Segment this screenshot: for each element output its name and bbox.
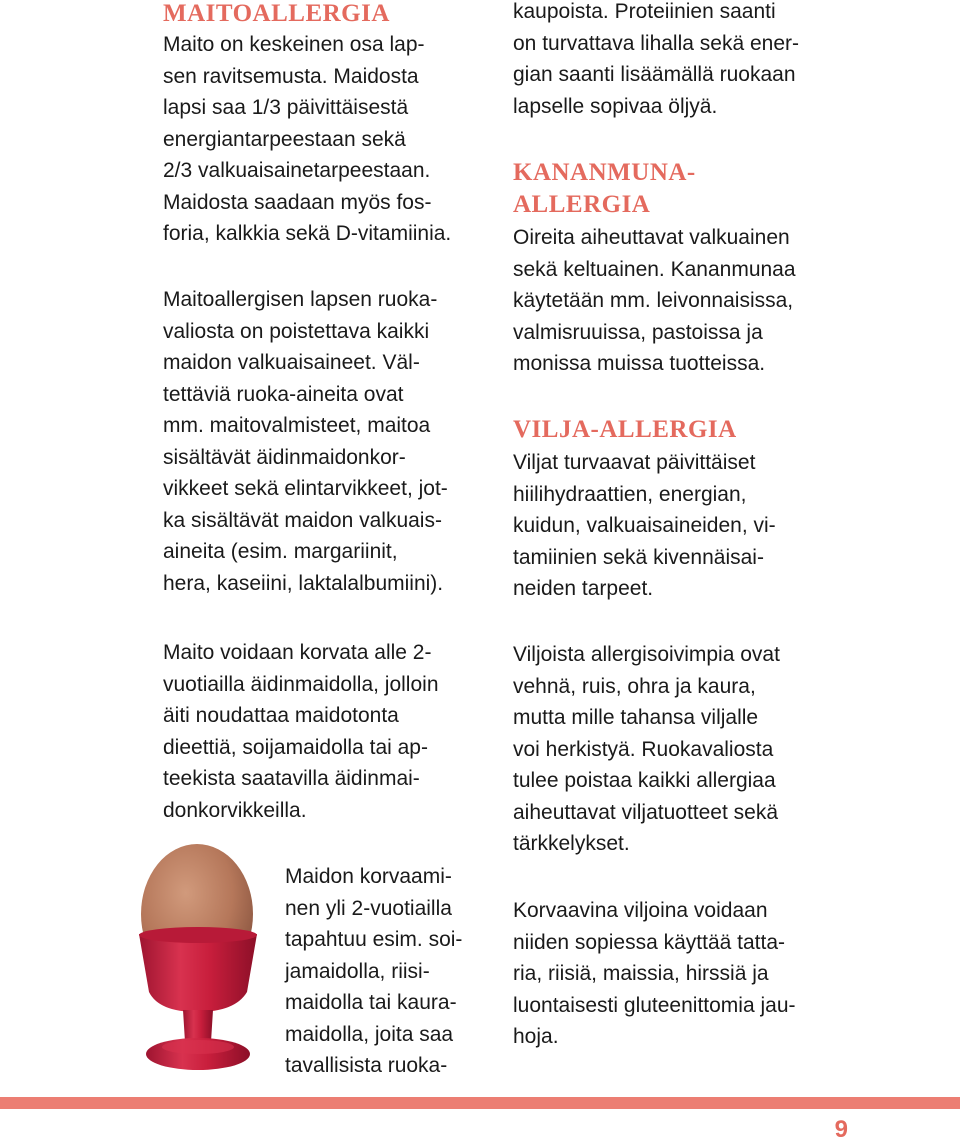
- text-line: tavallisista ruoka-: [285, 1054, 448, 1077]
- text-line: Maito voidaan korvata alle 2-: [163, 641, 432, 664]
- text-line: valiosta on poistettava kaikki: [163, 319, 430, 343]
- text-line: tärkkelykset.: [513, 832, 630, 855]
- grain-intro-paragraph: [513, 447, 843, 605]
- heading-vilja-allergia: VILJA-ALLERGIA: [513, 416, 737, 443]
- grain-substitute-paragraph: [513, 895, 843, 1053]
- text-line: energiantarpeestaan sekä: [163, 127, 406, 151]
- text-line: lapselle sopivaa öljyä.: [513, 94, 718, 118]
- text-line: ria, riisiä, maissia, hirssiä ja: [513, 962, 769, 985]
- text-line: käytetään mm. leivonnaisissa,: [513, 289, 794, 312]
- text-line: aiheuttavat viljatuotteet sekä: [513, 800, 779, 824]
- text-line: kuidun, valkuaisaineiden, vi-: [513, 514, 776, 537]
- text-line: jamaidolla, riisi-: [285, 959, 430, 983]
- text-line: neiden tarpeet.: [513, 577, 654, 600]
- page-number: 9: [834, 1116, 848, 1143]
- text-line: kaupoista. Proteiinien saanti: [513, 0, 776, 23]
- text-line: aineita (esim. margariinit,: [163, 540, 398, 563]
- milk-continuation-paragraph: [513, 0, 843, 122]
- text-line: mutta mille tahansa viljalle: [513, 706, 759, 729]
- milk-substitute-paragraph: [163, 637, 493, 826]
- egg-cup-rim: [139, 927, 257, 943]
- text-line: hoja.: [513, 1025, 559, 1048]
- text-line: mm. maitovalmisteet, maitoa: [163, 414, 431, 437]
- text-line: lapsi saa 1/3 päivittäisestä: [163, 96, 409, 119]
- milk-replacement-caption: [285, 861, 495, 1082]
- egg-cup-stem: [183, 1010, 213, 1042]
- heading-maitoallergia: MAITOALLERGIA: [163, 0, 390, 27]
- text-line: tamiinien sekä kivennäisai-: [513, 545, 764, 569]
- text-line: Oireita aiheuttavat valkuainen: [513, 226, 790, 249]
- milk-avoid-paragraph: [163, 284, 493, 599]
- text-line: tapahtuu esim. soi-: [285, 928, 463, 951]
- egg-allergy-paragraph: [513, 222, 843, 380]
- text-line: luontaisesti gluteenittomia jau-: [513, 993, 796, 1017]
- text-line: maidolla tai kaura-: [285, 991, 457, 1014]
- text-line: Viljoista allergisoivimpia ovat: [513, 643, 780, 666]
- heading-line: KANANMUNA-: [513, 159, 696, 186]
- text-line: Maidosta saadaan myös fos-: [163, 190, 432, 214]
- egg-cup-illustration: [135, 842, 265, 1087]
- text-line: tettäviä ruoka-aineita ovat: [163, 382, 404, 406]
- heading-kananmuna-allergia: [513, 157, 696, 221]
- text-line: maidolla, joita saa: [285, 1022, 454, 1046]
- text-line: ka sisältävät maidon valkuais-: [163, 508, 442, 532]
- text-line: Korvaavina viljoina voidaan: [513, 899, 768, 922]
- egg-cup-bowl: [139, 934, 257, 1012]
- text-line: gian saanti lisäämällä ruokaan: [513, 63, 796, 86]
- text-line: tulee poistaa kaikki allergiaa: [513, 769, 776, 792]
- grain-allergens-paragraph: [513, 639, 843, 860]
- text-line: Maito on keskeinen osa lap-: [163, 33, 425, 56]
- text-line: vikkeet sekä elintarvikkeet, jot-: [163, 477, 448, 500]
- text-line: dieettiä, soijamaidolla tai ap-: [163, 735, 428, 759]
- text-line: sekä keltuainen. Kananmunaa: [513, 257, 796, 281]
- text-line: äiti noudattaa maidotonta: [163, 704, 399, 727]
- text-line: vehnä, ruis, ohra ja kaura,: [513, 674, 756, 698]
- text-line: niiden sopiessa käyttää tatta-: [513, 930, 785, 954]
- text-line: sen ravitsemusta. Maidosta: [163, 64, 419, 88]
- text-line: Viljat turvaavat päivittäiset: [513, 451, 756, 474]
- text-line: Maidon korvaami-: [285, 865, 452, 888]
- text-line: 2/3 valkuaisainetarpeestaan.: [163, 159, 431, 182]
- heading-line: ALLERGIA: [513, 191, 651, 218]
- egg-cup-photo: [135, 842, 265, 1087]
- text-line: maidon valkuaisaineet. Väl-: [163, 351, 420, 374]
- milk-intro-paragraph: [163, 29, 493, 250]
- text-line: foria, kalkkia sekä D-vitamiinia.: [163, 222, 452, 245]
- text-line: nen yli 2-vuotiailla: [285, 896, 452, 920]
- footer-bar: [0, 1097, 960, 1109]
- text-line: donkorvikkeilla.: [163, 798, 307, 822]
- text-line: on turvattava lihalla sekä ener-: [513, 31, 799, 55]
- text-line: teekista saatavilla äidinmai-: [163, 767, 420, 790]
- text-line: sisältävät äidinmaidonkor-: [163, 445, 406, 469]
- text-line: hera, kaseiini, laktalalbumiini).: [163, 571, 444, 595]
- text-line: hiilihydraattien, energian,: [513, 482, 747, 506]
- text-line: monissa muissa tuotteissa.: [513, 352, 766, 375]
- text-line: valmisruuissa, pastoissa ja: [513, 320, 763, 344]
- text-line: Maitoallergisen lapsen ruoka-: [163, 288, 438, 311]
- text-line: voi herkistyä. Ruokavaliosta: [513, 737, 774, 761]
- text-line: vuotiailla äidinmaidolla, jolloin: [163, 672, 439, 696]
